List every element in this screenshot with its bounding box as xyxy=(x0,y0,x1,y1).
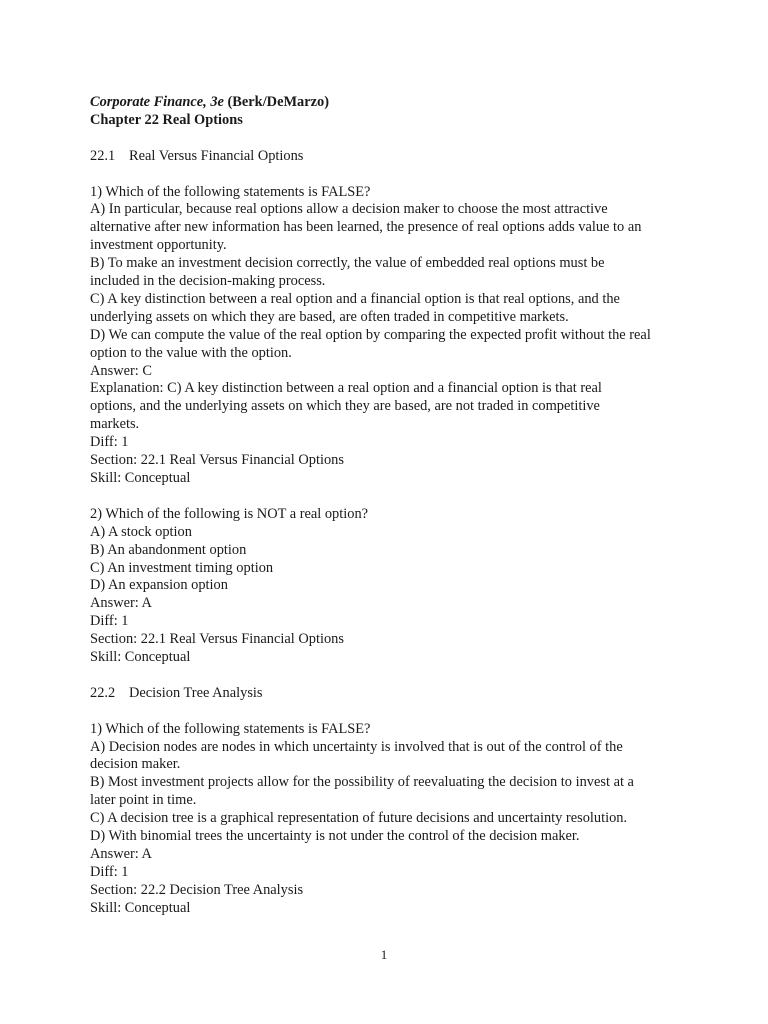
question-stem: 2) Which of the following is NOT a real option? xyxy=(90,505,369,522)
question-section: Section: 22.1 Real Versus Financial Options xyxy=(90,452,344,469)
answer-option-cont: investment opportunity. xyxy=(90,237,227,254)
book-authors: (Berk/DeMarzo) xyxy=(223,94,330,110)
answer-option: D) An expansion option xyxy=(90,577,228,594)
section-number: 22.2 xyxy=(90,684,116,701)
difficulty: Diff: 1 xyxy=(90,434,129,451)
answer-option: A) A stock option xyxy=(90,523,192,540)
answer-option: B) An abandonment option xyxy=(90,541,247,558)
question-section: Section: 22.1 Real Versus Financial Options xyxy=(90,631,344,648)
section-title: Real Versus Financial Options xyxy=(129,147,304,164)
section-title: Decision Tree Analysis xyxy=(129,684,263,701)
answer-option: D) With binomial trees the uncertainty is not under the control of the decision maker. xyxy=(90,828,580,845)
page-number: 1 xyxy=(380,947,388,962)
answer-option: D) We can compute the value of the real option by comparing the expected profit without the real xyxy=(90,326,651,343)
document-page xyxy=(90,94,690,918)
answer-option: C) A decision tree is a graphical representation of future decisions and uncertainty resolution. xyxy=(90,810,628,827)
explanation-cont: markets. xyxy=(90,416,140,433)
question-section: Section: 22.2 Decision Tree Analysis xyxy=(90,881,304,898)
skill: Skill: Conceptual xyxy=(90,899,191,916)
skill: Skill: Conceptual xyxy=(90,649,191,666)
answer-option-cont: alternative after new information has been learned, the presence of real options adds value to an xyxy=(90,219,642,236)
chapter-title: Chapter 22 Real Options xyxy=(90,111,243,128)
answer-option-cont: included in the decision-making process. xyxy=(90,273,326,290)
book-title: Corporate Finance, 3e xyxy=(90,94,224,110)
answer-key: Answer: A xyxy=(90,595,152,612)
skill: Skill: Conceptual xyxy=(90,470,191,486)
answer-option-cont: underlying assets on which they are based, are often traded in competitive markets. xyxy=(90,308,569,325)
question-stem: 1) Which of the following statements is FALSE? xyxy=(90,183,371,200)
answer-option: C) An investment timing option xyxy=(90,559,274,576)
section-number: 22.1 xyxy=(90,147,116,164)
answer-option: B) Most investment projects allow for the possibility of reevaluating the decision to invest at a xyxy=(90,774,634,791)
explanation: Explanation: C) A key distinction between a real option and a financial option is that real xyxy=(90,380,602,397)
book-title-line xyxy=(90,94,690,112)
section-heading xyxy=(90,685,690,703)
section-heading xyxy=(90,148,690,166)
answer-option-cont: option to the value with the option. xyxy=(90,344,292,361)
answer-option: A) Decision nodes are nodes in which uncertainty is involved that is out of the control of the xyxy=(90,738,623,755)
answer-key: Answer: C xyxy=(90,362,152,379)
difficulty: Diff: 1 xyxy=(90,863,129,880)
answer-option: B) To make an investment decision correctly, the value of embedded real options must be xyxy=(90,255,605,272)
answer-option-cont: later point in time. xyxy=(90,792,197,809)
question-stem: 1) Which of the following statements is FALSE? xyxy=(90,720,371,737)
answer-option: C) A key distinction between a real option and a financial option is that real options, and the xyxy=(90,290,620,307)
answer-key: Answer: A xyxy=(90,845,152,862)
explanation-cont: options, and the underlying assets on which they are based, are not traded in competitive xyxy=(90,398,600,415)
difficulty: Diff: 1 xyxy=(90,613,129,630)
answer-option: A) In particular, because real options allow a decision maker to choose the most attractive xyxy=(90,201,608,218)
answer-option-cont: decision maker. xyxy=(90,756,181,773)
